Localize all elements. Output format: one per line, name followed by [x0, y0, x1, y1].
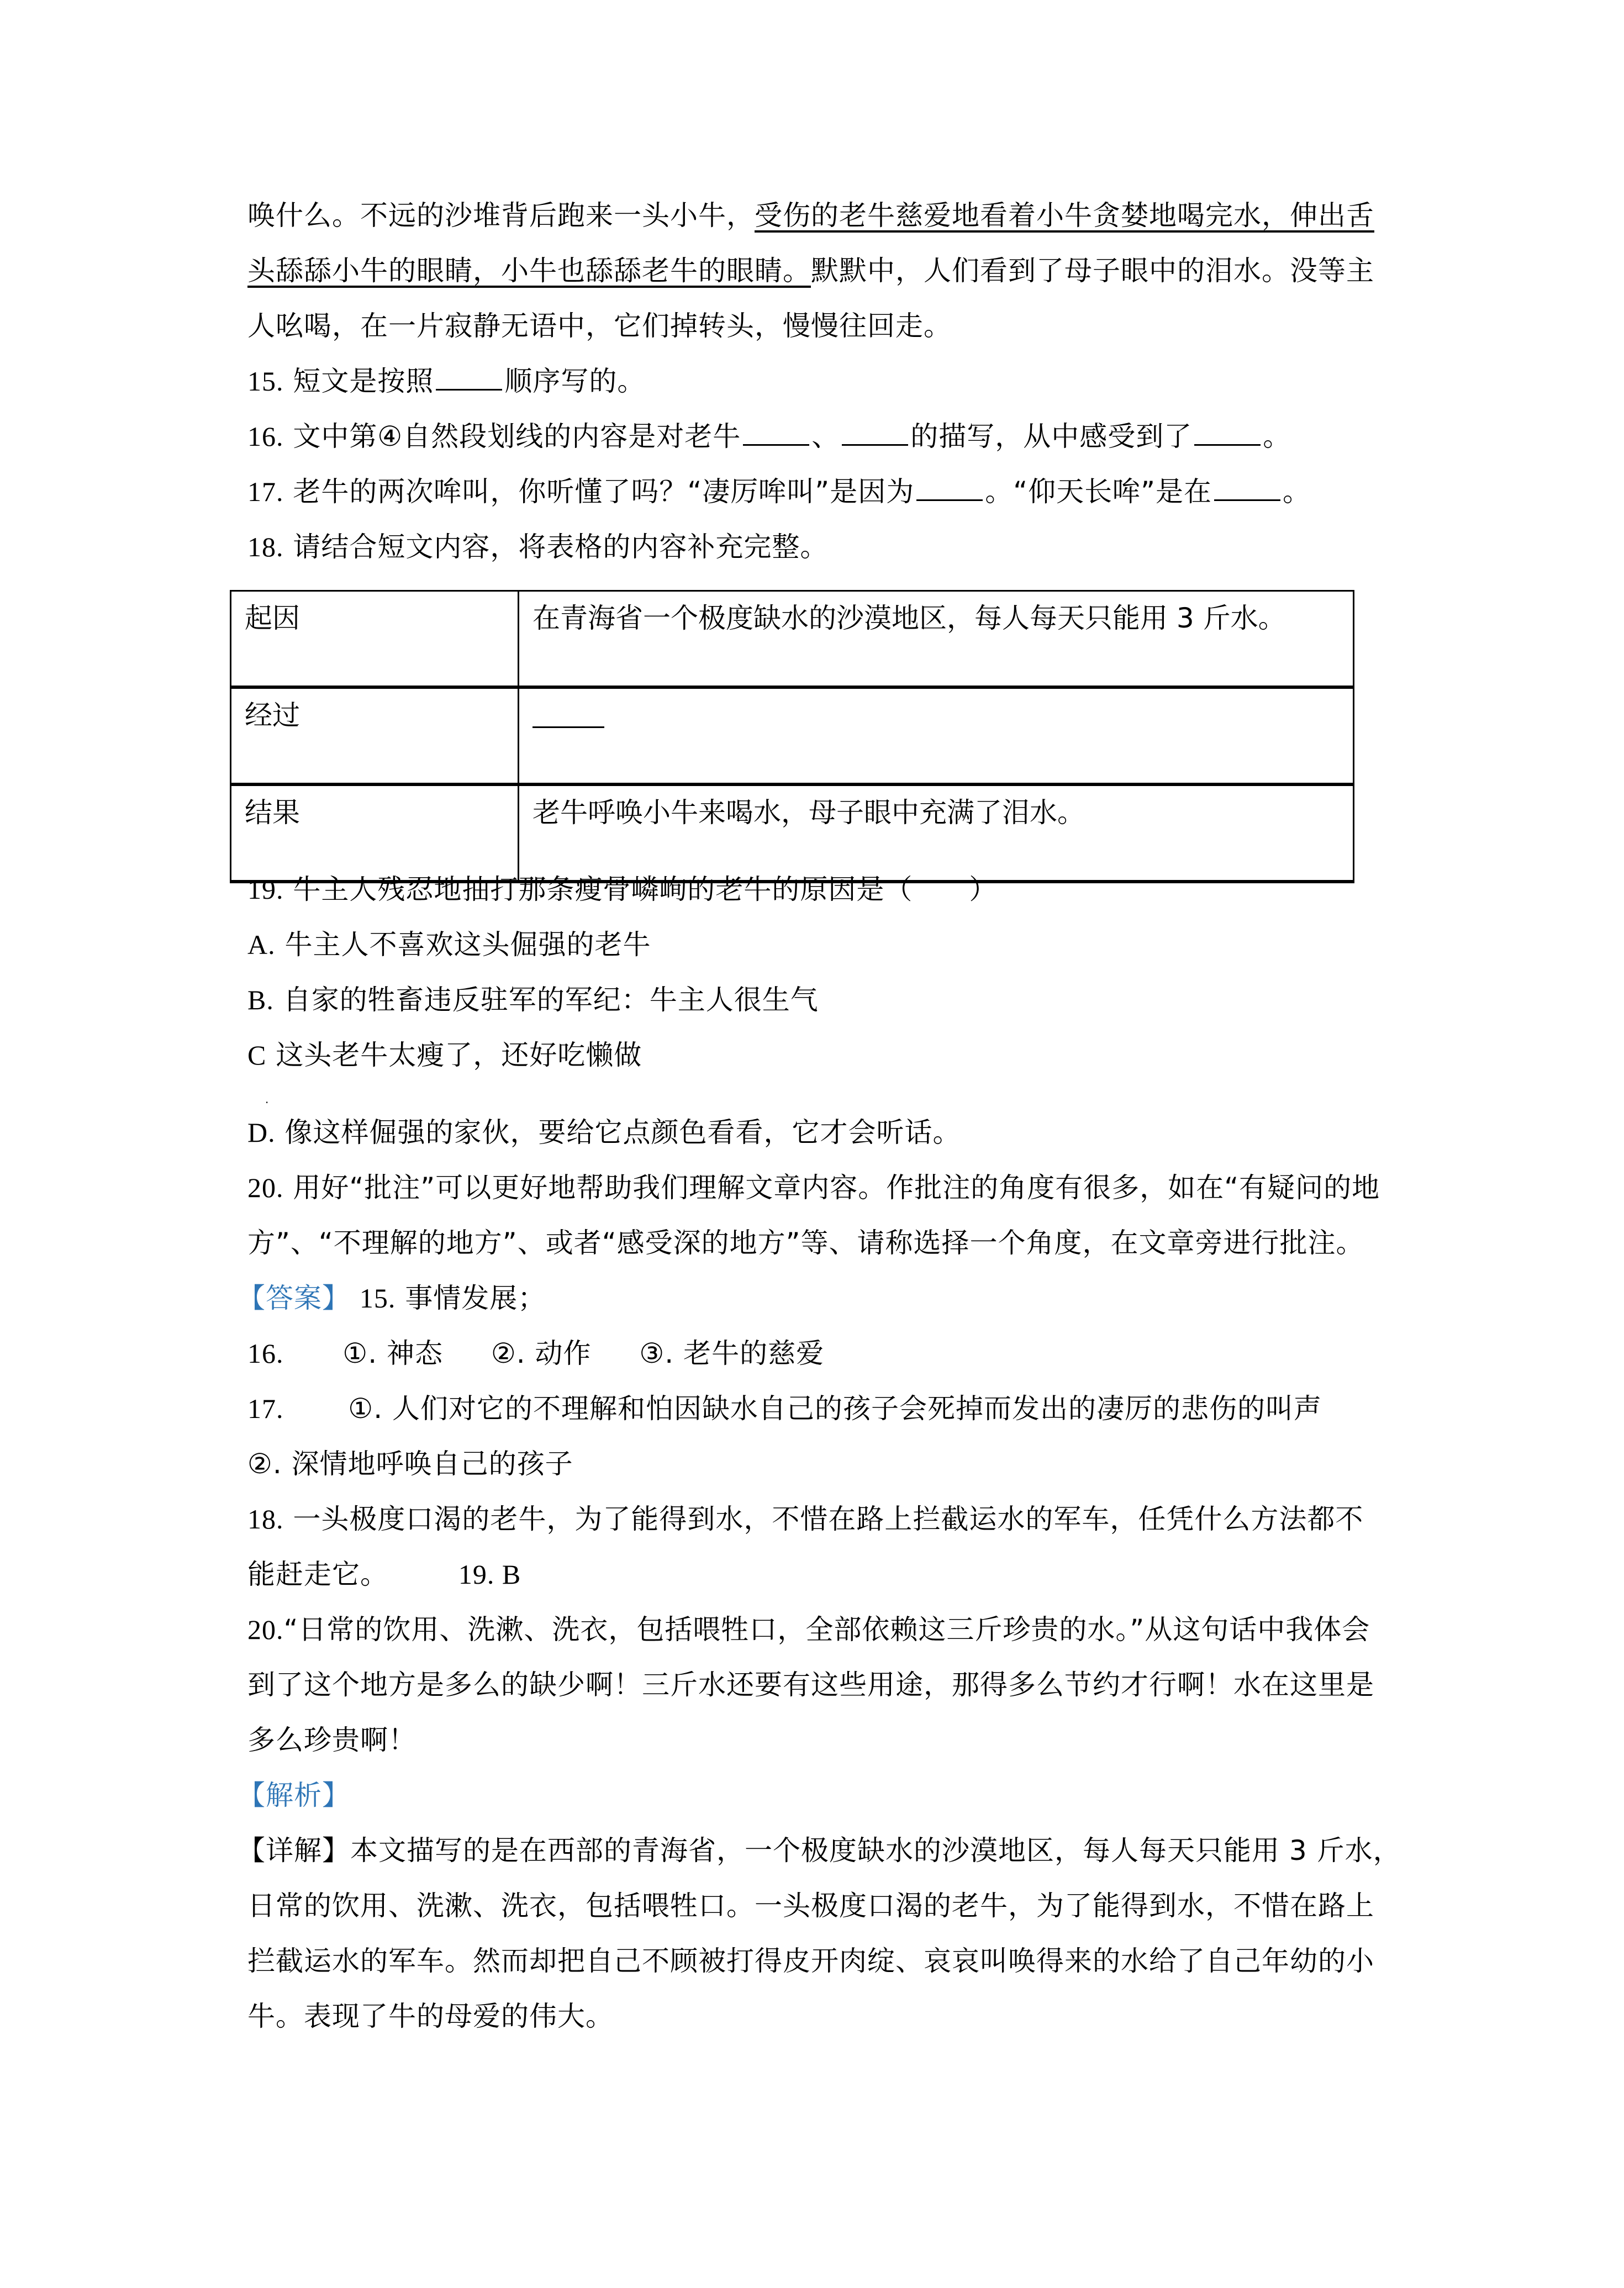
answer-text: 到了这个地方是多么的缺少啊！三斤水还要有这些用途，那得多么节约才行啊！水在这里是 [247, 1669, 1374, 1701]
answer-blank[interactable] [842, 420, 908, 446]
analysis-line-2 [247, 1889, 1374, 1922]
question-number: 15. [247, 366, 284, 397]
row-content[interactable] [519, 687, 1354, 784]
question-number: 19. [247, 874, 284, 905]
question-text: 方”、“不理解的地方”、或者“感受深的地方”等、请称选择一个角度，在文章旁进行批注。 [247, 1227, 1364, 1259]
answer-blank[interactable] [1214, 475, 1280, 501]
passage-text: 人吆喝，在一片寂静无语中，它们掉转头，慢慢往回走。 [247, 310, 952, 342]
option-letter: B. [247, 984, 274, 1015]
table-row [231, 784, 1354, 882]
option-d[interactable] [247, 1116, 961, 1149]
answer-18-line-1 [247, 1503, 1363, 1536]
answer-text: 一头极度口渴的老牛，为了能得到水，不惜在路上拦截运水的军车，任凭什么方法都不 [293, 1503, 1364, 1535]
underlined-text: 头舔舔小牛的眼睛，小牛也舔舔老牛的眼睛。 [247, 255, 811, 287]
passage-text: 唤什么。不远的沙堆背后跑来一头小牛， [247, 199, 755, 231]
answer-item: ①. 神态 [342, 1337, 444, 1369]
answer-17-line-1 [247, 1392, 1322, 1425]
table-row [231, 591, 1354, 688]
answer-number: 18. [247, 1504, 284, 1535]
underlined-text: 受伤的老牛慈爱地看着小牛贪婪地喝完水，伸出舌 [755, 199, 1374, 231]
question-text: 。 [1283, 476, 1311, 508]
answer-item: ③. 老牛的慈爱 [639, 1337, 825, 1369]
answer-label: 【答案】 [238, 1282, 350, 1314]
answer-blank[interactable] [916, 475, 983, 501]
question-20-line-1 [247, 1171, 1380, 1204]
question-16 [247, 420, 1291, 453]
analysis-label: 【解析】 [238, 1779, 350, 1811]
analysis-text: 拦截运水的军车。然而却把自己不顾被打得皮开肉绽、哀哀叫唤得来的水给了自己年幼的小 [247, 1945, 1374, 1977]
row-label: 经过 [231, 687, 519, 784]
answer-blank[interactable] [1194, 420, 1261, 446]
answer-18-line-2 [247, 1558, 521, 1591]
passage-line-2 [247, 254, 1374, 287]
answer-number: 16. [247, 1338, 284, 1369]
option-letter: C [247, 1040, 267, 1071]
question-text: 短文是按照 [293, 365, 434, 397]
question-text: 的描写，从中感受到了 [910, 420, 1193, 452]
passage-line-1 [247, 199, 1374, 232]
answer-text: 多么珍贵啊！ [247, 1724, 416, 1756]
option-b[interactable] [247, 983, 819, 1016]
answer-blank[interactable] [436, 365, 502, 391]
question-17 [247, 475, 1311, 508]
question-text: 用好“批注”可以更好地帮助我们理解文章内容。作批注的角度有很多，如在“有疑问的地 [293, 1172, 1380, 1204]
question-15 [247, 365, 645, 398]
answer-number: 20. [247, 1614, 284, 1645]
question-text: 请结合短文内容，将表格的内容补充完整。 [293, 531, 829, 563]
analysis-text: 日常的饮用、洗漱、洗衣，包括喂牲口。一头极度口渴的老牛，为了能得到水，不惜在路上 [247, 1890, 1374, 1922]
question-text: 文中第④自然段划线的内容是对老牛 [293, 420, 741, 452]
answer-text: 能赶走它。 [247, 1558, 388, 1590]
answer-16 [247, 1337, 824, 1370]
answer-20-line-1 [247, 1613, 1370, 1646]
answer-number: 15. [359, 1283, 396, 1314]
answer-17-line-2 [247, 1447, 573, 1480]
passage-line-3 [247, 309, 952, 342]
row-label: 起因 [231, 591, 519, 688]
answer-text: “日常的饮用、洗漱、洗衣，包括喂牲口，全部依赖这三斤珍贵的水。”从这句话中我体会 [283, 1614, 1370, 1646]
analysis-line-1 [238, 1834, 1401, 1867]
question-20-line-2 [247, 1226, 1364, 1259]
option-letter: A. [247, 929, 276, 960]
answer-text: 事情发展； [405, 1282, 546, 1314]
option-text: 像这样倔强的家伙，要给它点颜色看看，它才会听话。 [284, 1116, 961, 1148]
answer-number: 17. [247, 1393, 284, 1424]
answer-19: 19. B [458, 1559, 521, 1590]
question-text: 。“仰天长哞”是在 [985, 476, 1212, 508]
question-text: 、 [811, 420, 840, 452]
question-text: 顺序写的。 [504, 365, 646, 397]
option-text: 牛主人不喜欢这头倔强的老牛 [284, 929, 651, 961]
question-19 [247, 873, 997, 906]
row-content: 在青海省一个极度缺水的沙漠地区，每人每天只能用 3 斤水。 [519, 591, 1354, 688]
question-number: 17. [247, 476, 284, 507]
analysis-heading [238, 1779, 350, 1812]
option-c[interactable] [247, 1038, 642, 1072]
answer-20-line-2 [247, 1668, 1374, 1701]
question-18 [247, 530, 828, 563]
row-content: 老牛呼唤小牛来喝水，母子眼中充满了泪水。 [519, 784, 1354, 882]
row-label: 结果 [231, 784, 519, 882]
question-text: 牛主人残忍地抽打那条瘦骨嶙峋的老牛的原因是（ ） [293, 873, 998, 905]
answer-item: ①. 人们对它的不理解和怕因缺水自己的孩子会死掉而发出的凄厉的悲伤的叫声 [348, 1393, 1322, 1425]
question-number: 20. [247, 1172, 284, 1203]
option-a[interactable] [247, 928, 651, 961]
story-table [230, 590, 1354, 883]
table-row [231, 687, 1354, 784]
option-letter: D. [247, 1117, 276, 1148]
question-number: 18. [247, 531, 284, 562]
question-text: 老牛的两次哞叫，你听懂了吗？“凄厉哞叫”是因为 [293, 476, 915, 508]
analysis-text: 牛。表现了牛的母爱的伟大。 [247, 2000, 614, 2032]
analysis-text: 本文描写的是在西部的青海省，一个极度缺水的沙漠地区，每人每天只能用 3 斤水， [350, 1834, 1401, 1867]
question-text: 。 [1263, 420, 1291, 452]
detail-label: 【详解】 [238, 1834, 350, 1867]
option-text: 这头老牛太瘦了，还好吃懒做 [276, 1039, 642, 1071]
answer-item: ②. 深情地呼唤自己的孩子 [247, 1448, 573, 1480]
answer-item: ②. 动作 [491, 1337, 592, 1369]
answer-20-line-3 [247, 1723, 416, 1757]
passage-text: 默默中，人们看到了母子眼中的泪水。没等主 [811, 255, 1374, 287]
answer-blank[interactable] [743, 420, 809, 446]
answer-blank[interactable] [532, 726, 604, 728]
analysis-line-3 [247, 1944, 1374, 1978]
option-text: 自家的牲畜违反驻军的军纪：牛主人很生气 [283, 984, 819, 1016]
stray-mark: . [265, 1093, 269, 1106]
question-number: 16. [247, 421, 284, 452]
analysis-line-4 [247, 2000, 614, 2033]
answer-15 [238, 1282, 546, 1315]
